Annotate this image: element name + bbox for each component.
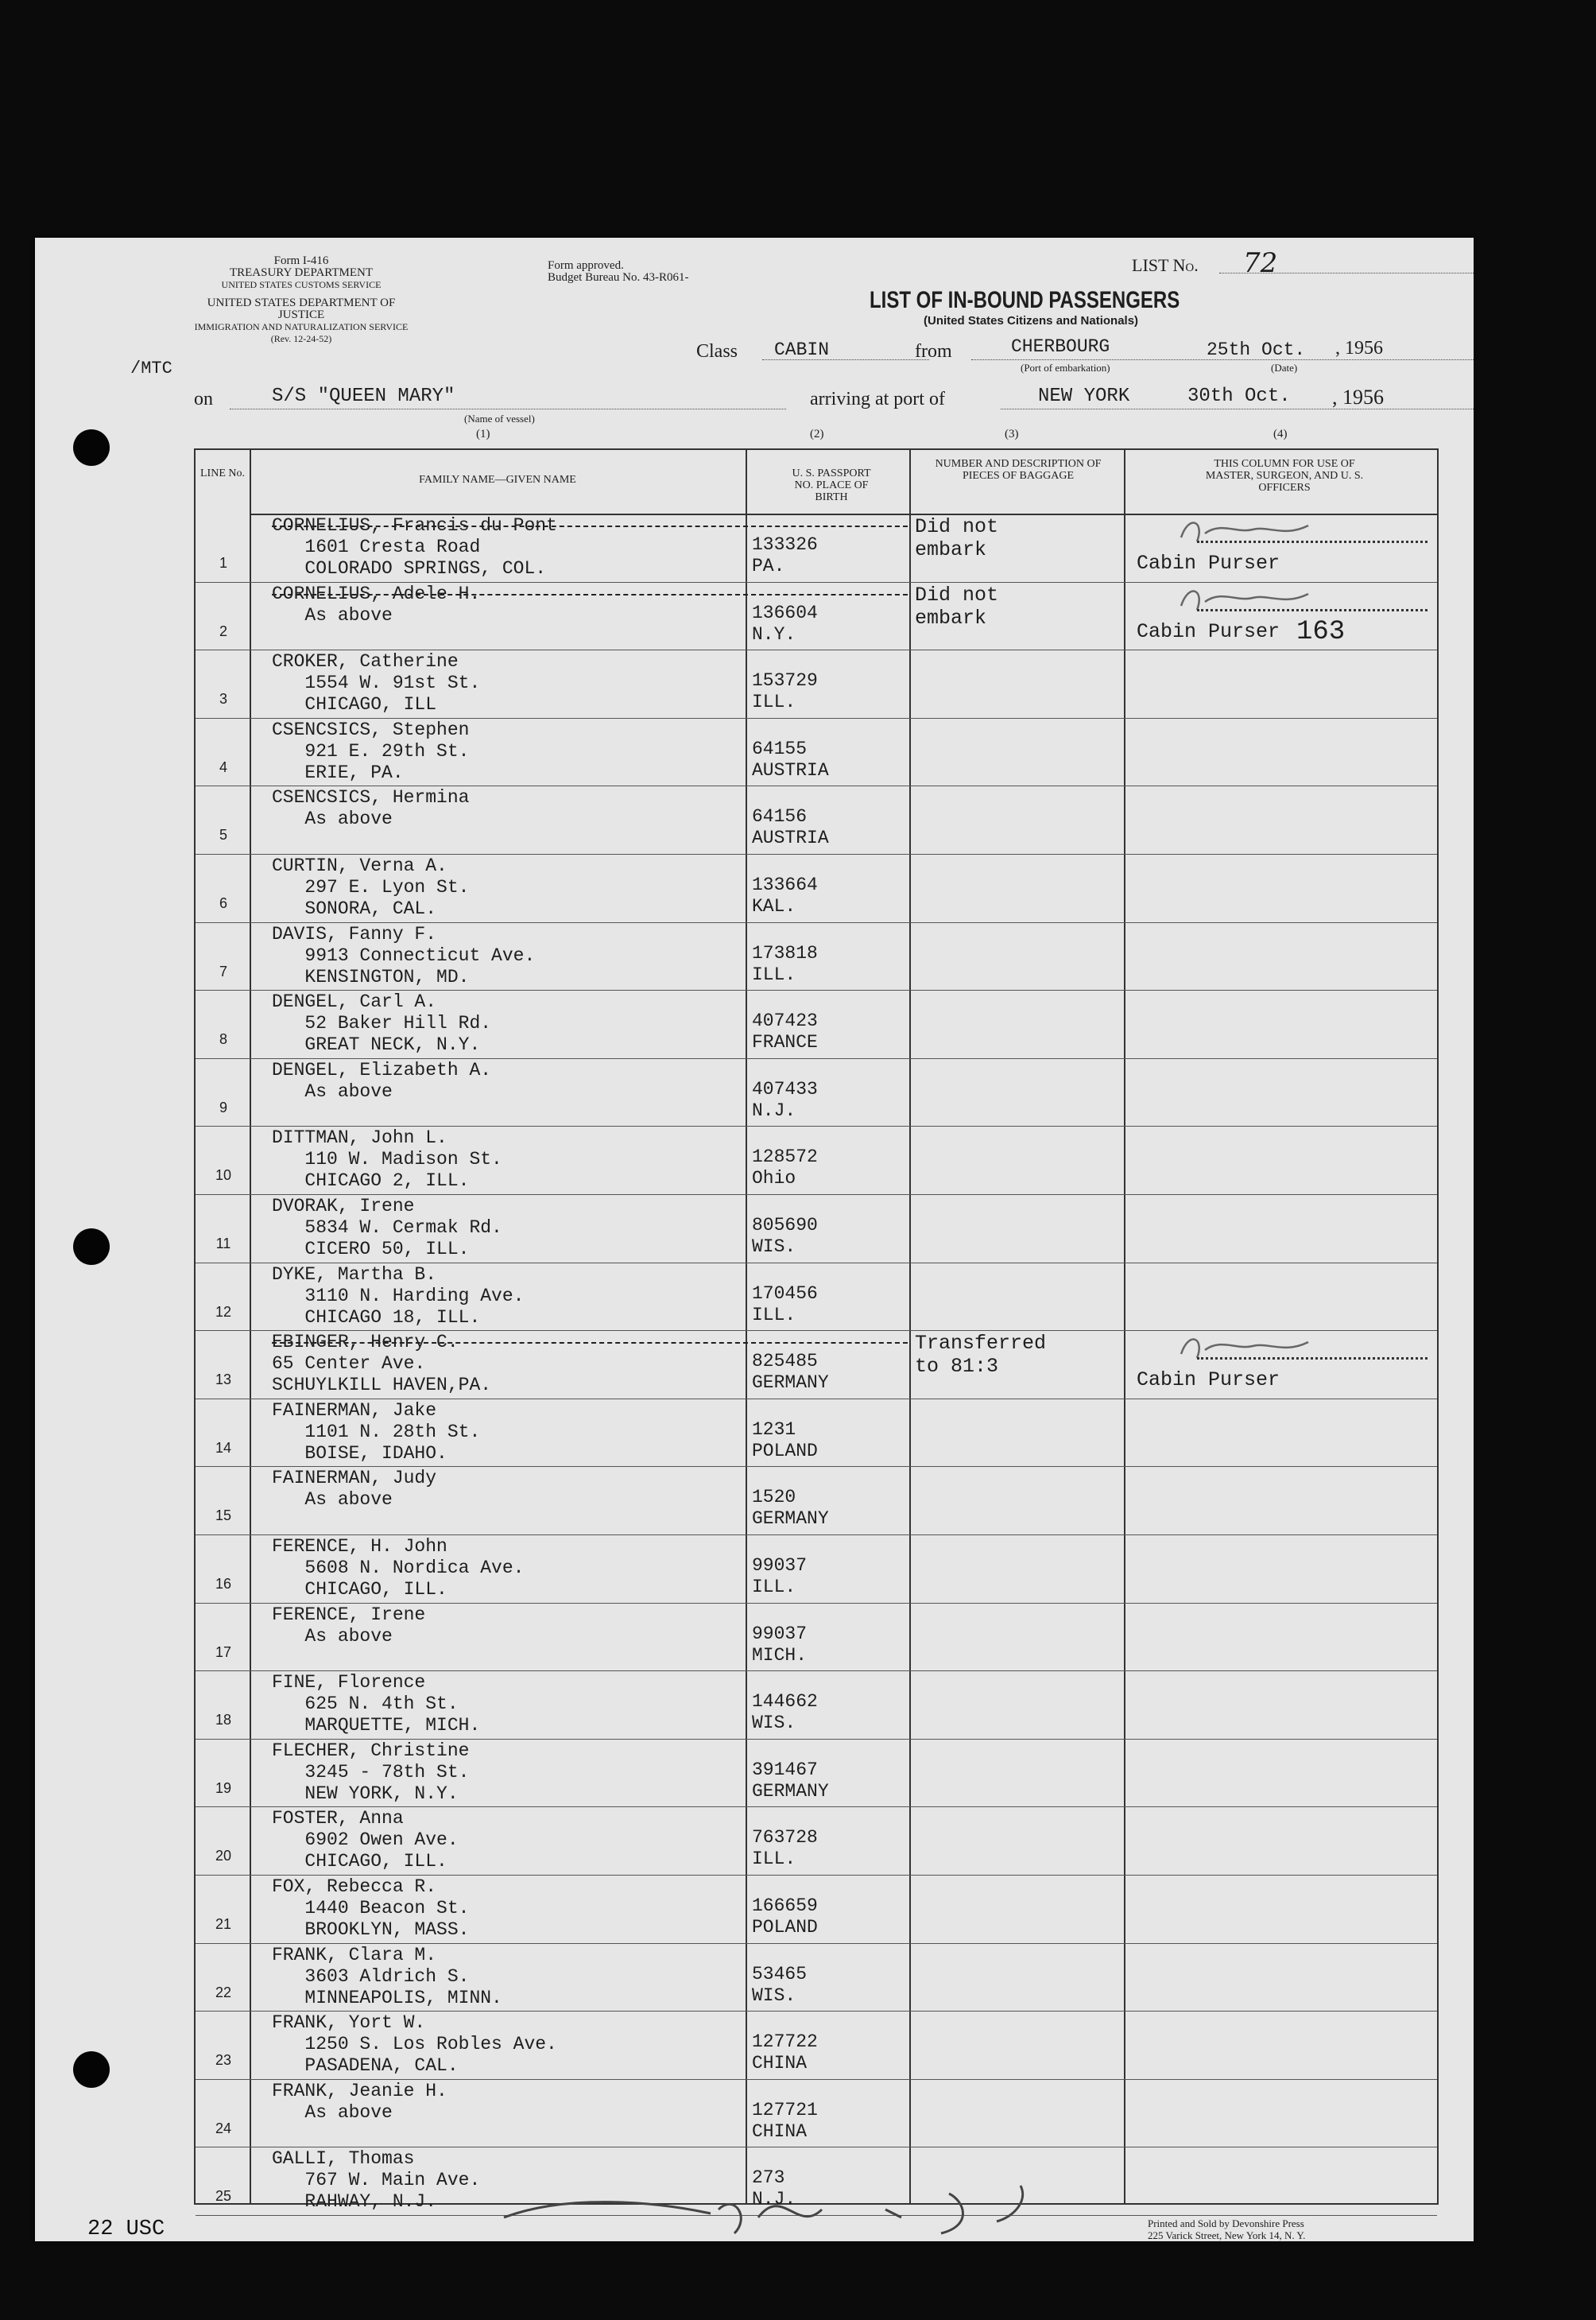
arrival-year: , 1956: [1332, 386, 1384, 409]
line-number: 25: [215, 2188, 232, 2205]
margin-note: /MTC: [130, 359, 172, 378]
officer-note: Cabin Purser: [1137, 1368, 1280, 1392]
ins-service: IMMIGRATION AND NATURALIZATION SERVICE: [194, 321, 409, 332]
page-subtitle: (United States Citizens and Nationals): [924, 314, 1139, 328]
table-row: [196, 1330, 1437, 1399]
embark-date: 25th Oct.: [1207, 339, 1306, 360]
passenger-name-address: EBINGER, Henry C. 65 Center Ave. SCHUYLKILL HAVEN,PA.: [272, 1332, 492, 1396]
line-number: 5: [219, 827, 227, 844]
passenger-name-address: FAINERMAN, Jake 1101 N. 28th St. BOISE, IDAHO.: [272, 1399, 481, 1464]
footer-statute: 22 USC: [87, 2217, 165, 2241]
officer-column: [1125, 1806, 1435, 1875]
class-label: Class: [696, 341, 738, 362]
passport-birthplace: 763728 ILL.: [752, 1827, 818, 1870]
passenger-name-address: FAINERMAN, Judy As above: [272, 1468, 437, 1511]
officer-initials-mark: [1173, 1330, 1332, 1368]
passenger-name-address: CSENCSICS, Hermina As above: [272, 787, 470, 830]
table-row: [196, 650, 1437, 719]
vessel-name: S/S "QUEEN MARY": [272, 386, 455, 407]
officer-initials-mark: [1173, 514, 1332, 552]
line-number: 10: [215, 1167, 232, 1184]
from-label: from: [915, 341, 952, 362]
passport-birthplace: 805690 WIS.: [752, 1215, 818, 1257]
line-number: 6: [219, 895, 227, 911]
passport-birthplace: 128572 Ohio: [752, 1146, 818, 1189]
strike-through-line: [272, 526, 908, 527]
strike-through-line: [272, 594, 908, 596]
table-row: [196, 1943, 1437, 2012]
column-number-3: (3): [1005, 428, 1019, 440]
table-row: [196, 1126, 1437, 1195]
officer-column: [1125, 718, 1435, 786]
passport-birthplace: 127722 CHINA: [752, 2031, 818, 2074]
table-row: [196, 1603, 1437, 1672]
passport-birthplace: 136604 N.Y.: [752, 602, 818, 645]
table-row: [196, 1739, 1437, 1808]
officer-column: [1125, 1875, 1435, 1943]
passenger-name-address: FOSTER, Anna 6902 Owen Ave. CHICAGO, ILL.: [272, 1808, 459, 1872]
table-row: [196, 1466, 1437, 1535]
officer-column: [1125, 1399, 1435, 1467]
passport-birthplace: 407423 FRANCE: [752, 1011, 818, 1053]
baggage-description: Transferred to 81:3: [915, 1332, 1047, 1379]
strike-through-line: [272, 1342, 908, 1344]
officer-column: [1125, 1534, 1435, 1603]
passport-birthplace: 407433 N.J.: [752, 1078, 818, 1121]
passenger-name-address: FLECHER, Christine 3245 - 78th St. NEW YORK, N.Y.: [272, 1740, 470, 1804]
vessel-caption: (Name of vessel): [464, 413, 535, 425]
page-title: LIST OF IN-BOUND PASSENGERS: [870, 287, 1180, 313]
punch-hole: [73, 2051, 110, 2088]
officer-column: [1125, 1466, 1435, 1534]
passport-birthplace: 144662 WIS.: [752, 1691, 818, 1734]
passenger-name-address: FOX, Rebecca R. 1440 Beacon St. BROOKLYN, MASS.: [272, 1876, 470, 1940]
table-row: [196, 2079, 1437, 2148]
table-row: [196, 1534, 1437, 1604]
passport-birthplace: 99037 ILL.: [752, 1555, 808, 1597]
passenger-name-address: DENGEL, Carl A. 52 Baker Hill Rd. GREAT NECK, N.Y.: [272, 991, 492, 1056]
column-number-2: (2): [810, 428, 824, 440]
line-number: 21: [215, 1916, 232, 1932]
passport-birthplace: 1231 POLAND: [752, 1418, 818, 1461]
officer-column: [1125, 922, 1435, 991]
table-row: [196, 990, 1437, 1059]
arrival-port: NEW YORK: [1038, 386, 1130, 407]
passport-birthplace: 170456 ILL.: [752, 1282, 818, 1325]
line-number: 20: [215, 1848, 232, 1864]
officer-note: Cabin Purser: [1137, 619, 1280, 643]
passenger-name-address: DENGEL, Elizabeth A. As above: [272, 1059, 492, 1102]
column-number-1: (1): [476, 428, 490, 440]
officer-column: [1125, 1739, 1435, 1807]
officer-column: [1125, 1126, 1435, 1194]
line-number: 14: [215, 1439, 232, 1456]
officer-column: [1125, 1058, 1435, 1127]
on-label: on: [194, 389, 213, 409]
form-approved-text: Form approved.: [548, 259, 624, 272]
line-number: 12: [215, 1303, 232, 1320]
officer-initials-mark: [1173, 582, 1332, 620]
officer-count: 163: [1296, 617, 1346, 647]
printer-address: 225 Varick Street, New York 14, N. Y.: [1148, 2229, 1306, 2241]
baggage-description: Did not embark: [915, 583, 999, 630]
passenger-name-address: CROKER, Catherine 1554 W. 91st St. CHICAGO, ILL: [272, 651, 481, 716]
passport-birthplace: 127721 CHINA: [752, 2099, 818, 2142]
passenger-name-address: DAVIS, Fanny F. 9913 Connecticut Ave. KENSINGTON, MD.: [272, 923, 536, 987]
passenger-name-address: CSENCSICS, Stephen 921 E. 29th St. ERIE, PA.: [272, 719, 470, 783]
list-number-label: LIST No.: [1132, 255, 1199, 275]
table-row: [196, 922, 1437, 991]
embark-year: , 1956: [1335, 338, 1383, 359]
col-header-passport: U. S. PASSPORT NO. PLACE OF BIRTH: [792, 467, 871, 503]
line-number: 2: [219, 623, 227, 639]
officer-column: [1125, 2147, 1435, 2215]
form-number: Form I-416: [273, 254, 329, 267]
officer-column: [1125, 1263, 1435, 1331]
manifest-page: [35, 238, 1474, 2241]
line-number: 4: [219, 758, 227, 775]
table-row: [196, 718, 1437, 787]
printer-name: Printed and Sold by Devonshire Press: [1148, 2217, 1304, 2229]
col-header-baggage: NUMBER AND DESCRIPTION OF PIECES OF BAGGAGE: [935, 458, 1102, 482]
line-number: 23: [215, 2052, 232, 2069]
table-row: [196, 1263, 1437, 1332]
officer-column: [1125, 2079, 1435, 2147]
form-agency-block: [194, 255, 409, 345]
passenger-name-address: GALLI, Thomas 767 W. Main Ave. RAHWAY, N.J.: [272, 2148, 481, 2213]
passenger-name-address: FERENCE, Irene As above: [272, 1604, 426, 1647]
col-header-line: LINE No.: [200, 467, 245, 479]
customs-service: UNITED STATES CUSTOMS SERVICE: [221, 279, 382, 290]
passenger-name-address: CURTIN, Verna A. 297 E. Lyon St. SONORA, CAL.: [272, 855, 470, 919]
passport-birthplace: 153729 ILL.: [752, 670, 818, 713]
line-number: 19: [215, 1779, 232, 1796]
line-number: 8: [219, 1031, 227, 1048]
table-row: [196, 514, 1437, 583]
line-number: 22: [215, 1984, 232, 2000]
line-number: 13: [215, 1371, 232, 1388]
arrival-date: 30th Oct.: [1187, 386, 1291, 407]
col-header-name: FAMILY NAME—GIVEN NAME: [419, 474, 576, 486]
passport-birthplace: 1520 GERMANY: [752, 1487, 829, 1530]
form-revision: (Rev. 12-24-52): [270, 333, 332, 344]
line-number: 16: [215, 1576, 232, 1592]
line-number: 9: [219, 1099, 227, 1115]
passport-birthplace: 166659 POLAND: [752, 1895, 818, 1938]
col-header-officers: THIS COLUMN FOR USE OF MASTER, SURGEON, AND U. S. OFFICERS: [1205, 458, 1364, 494]
table-row: [196, 1058, 1437, 1127]
embark-port: CHERBOURG: [1011, 336, 1110, 357]
passport-birthplace: 173818 ILL.: [752, 942, 818, 985]
passport-birthplace: 53465 WIS.: [752, 1963, 808, 2006]
line-number: 24: [215, 2120, 232, 2136]
officer-column: [1125, 582, 1435, 650]
table-row: [196, 1806, 1437, 1876]
embark-port-caption: (Port of embarkation): [1021, 362, 1110, 374]
line-number: 18: [215, 1712, 232, 1728]
passport-birthplace: 273 N.J.: [752, 2167, 796, 2210]
officer-signature-drawing: [472, 2178, 1124, 2241]
line-number: 3: [219, 691, 227, 708]
passenger-name-address: DITTMAN, John L. 110 W. Madison St. CHICAGO 2, ILL.: [272, 1127, 502, 1192]
date-caption: (Date): [1271, 362, 1298, 374]
passenger-name-address: CORNELIUS, Francis du Pont 1601 Cresta Road COLORADO SPRINGS, COL.: [272, 515, 557, 579]
officer-note: Cabin Purser: [1137, 552, 1280, 575]
class-value: CABIN: [774, 339, 830, 360]
passenger-name-address: DVORAK, Irene 5834 W. Cermak Rd. CICERO 50, ILL.: [272, 1196, 502, 1259]
punch-hole: [73, 1228, 110, 1265]
passport-birthplace: 99037 MICH.: [752, 1623, 808, 1666]
dotted-rule: [1197, 609, 1427, 611]
officer-column: [1125, 514, 1435, 582]
column-number-4: (4): [1273, 428, 1288, 440]
table-row: [196, 854, 1437, 923]
passenger-name-address: FERENCE, H. John 5608 N. Nordica Ave. CHICAGO, ILL.: [272, 1536, 525, 1600]
baggage-description: Did not embark: [915, 515, 999, 561]
passenger-name-address: FRANK, Yort W. 1250 S. Los Robles Ave. PASADENA, CAL.: [272, 2012, 557, 2077]
line-number: 7: [219, 963, 227, 980]
officer-column: [1125, 1603, 1435, 1671]
passenger-name-address: FRANK, Jeanie H. As above: [272, 2080, 447, 2123]
officer-column: [1125, 854, 1435, 922]
passport-birthplace: 64156 AUSTRIA: [752, 806, 829, 849]
officer-column: [1125, 1670, 1435, 1739]
passenger-name-address: DYKE, Martha B. 3110 N. Harding Ave. CHICAGO 18, ILL.: [272, 1263, 525, 1328]
embark-date-line: [1199, 359, 1474, 360]
dotted-rule: [1197, 1357, 1427, 1360]
officer-column: [1125, 1943, 1435, 2012]
passenger-name-address: FRANK, Clara M. 3603 Aldrich S. MINNEAPOLIS, MINN.: [272, 1944, 502, 2008]
passport-birthplace: 825485 GERMANY: [752, 1351, 829, 1394]
officer-column: [1125, 990, 1435, 1058]
officer-column: [1125, 786, 1435, 854]
table-row: [196, 1670, 1437, 1740]
list-number-value: 72: [1243, 247, 1278, 279]
passport-birthplace: 64155 AUSTRIA: [752, 738, 829, 781]
officer-column: [1125, 1194, 1435, 1263]
passenger-name-address: CORNELIUS, Adele H. As above: [272, 583, 481, 626]
passport-birthplace: 133664 KAL.: [752, 875, 818, 917]
passport-birthplace: 133326 PA.: [752, 534, 818, 576]
passenger-table: [194, 448, 1439, 2213]
line-number: 17: [215, 1643, 232, 1660]
officer-column: [1125, 2011, 1435, 2079]
treasury-dept: TREASURY DEPARTMENT: [229, 266, 374, 279]
officer-column: [1125, 1330, 1435, 1399]
table-row: [196, 786, 1437, 855]
passport-birthplace: 391467 GERMANY: [752, 1759, 829, 1802]
table-row: [196, 1194, 1437, 1263]
line-number: 15: [215, 1507, 232, 1524]
budget-bureau-text: Budget Bureau No. 43-R061-: [548, 271, 689, 284]
dotted-rule: [1197, 541, 1427, 543]
form-approved: [548, 260, 688, 284]
passenger-name-address: FINE, Florence 625 N. 4th St. MARQUETTE, MICH.: [272, 1672, 481, 1736]
line-number: 11: [215, 1236, 231, 1251]
table-row: [196, 2011, 1437, 2080]
arriving-label: arriving at port of: [810, 389, 945, 409]
line-number: 1: [219, 555, 227, 571]
punch-hole: [73, 429, 110, 466]
table-row: [196, 1399, 1437, 1468]
justice-dept: UNITED STATES DEPARTMENT OF JUSTICE: [207, 297, 396, 321]
officer-column: [1125, 650, 1435, 718]
printer-credit: [1148, 2217, 1305, 2241]
table-row: [196, 1875, 1437, 1944]
table-row: [196, 582, 1437, 651]
